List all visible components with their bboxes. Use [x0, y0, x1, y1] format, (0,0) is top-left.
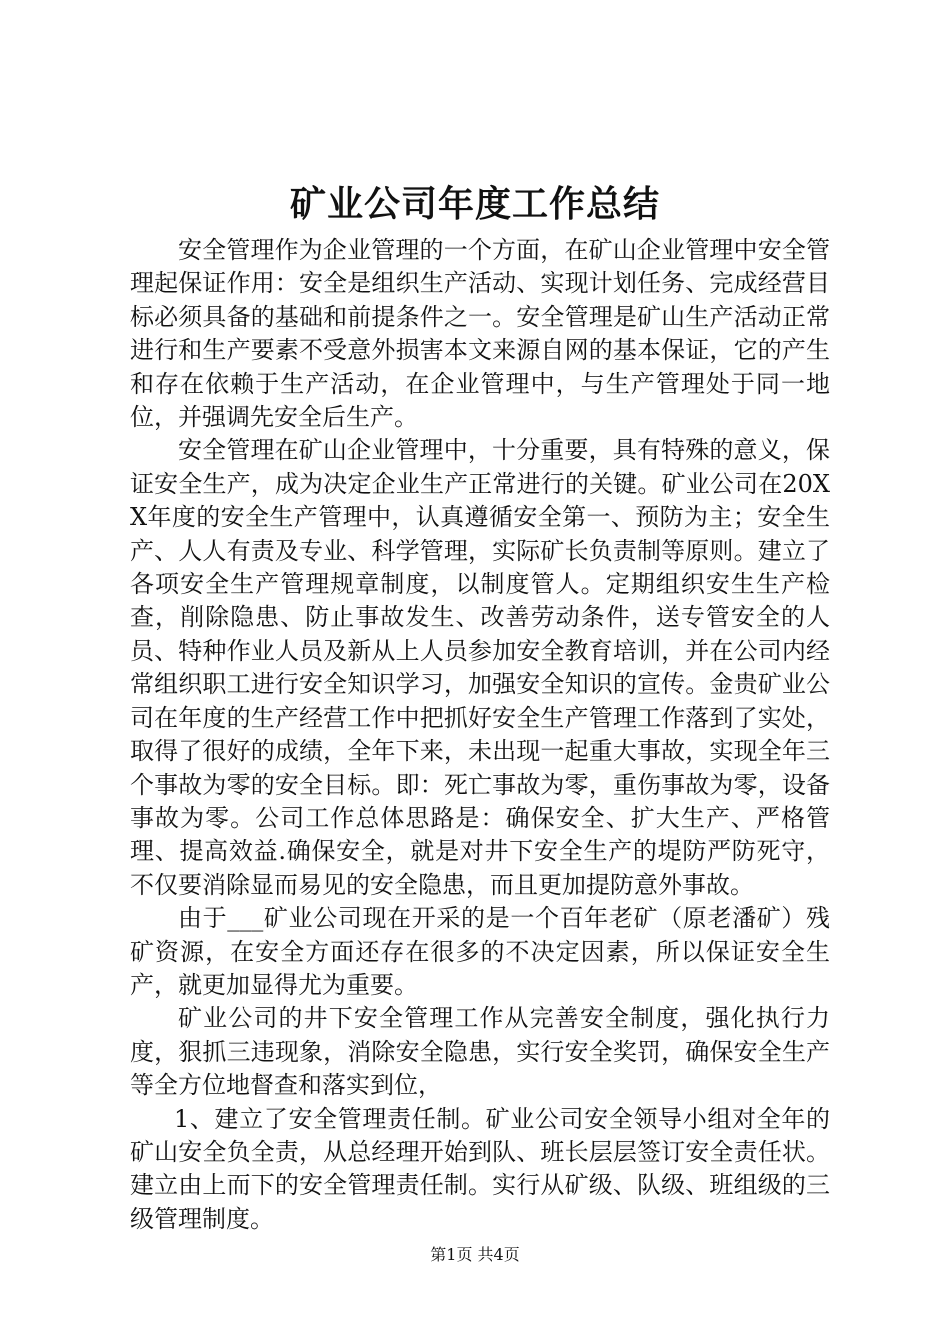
paragraph-3: 由于___矿业公司现在开采的是一个百年老矿（原老潘矿）残矿资源，在安全方面还存在很多的不决定因素，所以保证安全生产，就更加显得尤为重要。 — [130, 904, 830, 999]
document-title: 矿业公司年度工作总结 — [289, 183, 660, 225]
page-footer: 第1页 共4页 — [430, 1245, 520, 1264]
paragraph-4: 矿业公司的井下安全管理工作从完善安全制度，强化执行力度，狠抓三违现象，消除安全隐患，实行安全奖罚，确保安全生产等全方位地督查和落实到位， — [130, 1004, 830, 1100]
document-body — [130, 234, 830, 1236]
paragraph-1: 安全管理作为企业管理的一个方面，在矿山企业管理中安全管理起保证作用：安全是组织生产活动、实现计划任务、完成经营目标必须具备的基础和前提条件之一。安全管理是矿山生产活动正常进行和生产要素不受意外损害本文来源自网的基本保证，它的产生和存在依赖于生产活动，在企业管理中，与生产管理处于同一地位，并强调先安全后生产。 — [130, 236, 830, 432]
paragraph-5: 1、建立了安全管理责任制。矿业公司安全领导小组对全年的矿山安全负全责，从总经理开始到队、班长层层签订安全责任状。建立由上而下的安全管理责任制。实行从矿级、队级、班组级的三级管理制度。 — [130, 1104, 830, 1233]
paragraph-2: 安全管理在矿山企业管理中，十分重要，具有特殊的意义，保证安全生产，成为决定企业生产正常进行的关键。矿业公司在20XX年度的安全生产管理中，认真遵循安全第一、预防为主；安全生产、人人有责及专业、科学管理，实际矿长负责制等原则。建立了各项安全生产管理规章制度，以制度管人。定期组织安生生产检查，削除隐患、防止事故发生、改善劳动条件，送专管安全的人员、特种作业人员及新从上人员参加安全教育培训，并在公司内经常组织职工进行安全知识学习，加强安全知识的宣传。金贵矿业公司在年度的生产经营工作中把抓好安全生产管理工作落到了实处，取得了很好的成绩，全年下来，未出现一起重大事故，实现全年三个事故为零的安全目标。即：死亡事故为零，重伤事故为零，设备事故为零。公司工作总体思路是：确保安全、扩大生产、严格管理、提高效益.确保安全，就是对井下安全生产的堤防严防死守，不仅要消除显而易见的安全隐患，而且更加提防意外事故。 — [130, 436, 830, 899]
